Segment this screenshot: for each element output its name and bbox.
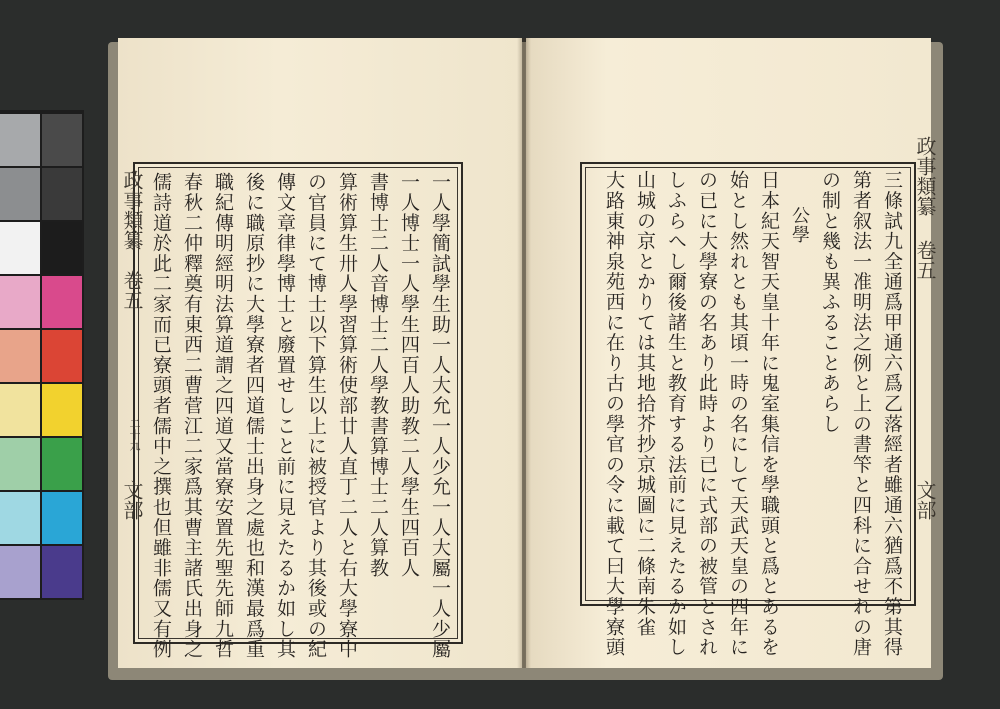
calibration-swatch <box>0 222 40 274</box>
calibration-swatch <box>0 114 40 166</box>
right-text-column: の已に大學寮の名あり此時より已に式部の被管とされ <box>696 170 718 658</box>
right-text-column: 大路東神泉苑西に在り古の學官の令に載て曰大學寮頭 <box>603 170 625 658</box>
calibration-swatch <box>42 114 82 166</box>
left-text-column: 後に職原抄に大學寮者四道儒士出身之處也和漢最爲重 <box>243 172 265 660</box>
left-text-column: 儒詩道於此二家而已寮頭者儒中之撰也但雖非儒又有例 <box>150 172 172 660</box>
calibration-swatch <box>42 384 82 436</box>
left-margin-title: 政事類纂 <box>120 170 144 250</box>
calibration-swatch <box>42 438 82 490</box>
left-text-column: の官員にて博士以下算生以上に被授官より其後或の紀 <box>305 172 327 660</box>
calibration-swatch <box>42 168 82 220</box>
right-text-column: 山城の京とかりては其地拾芥抄京城圖に二條南朱雀 <box>634 170 656 637</box>
calibration-swatch <box>0 438 40 490</box>
calibration-swatch <box>0 546 40 598</box>
calibration-swatch <box>42 276 82 328</box>
left-text-column: 傳文章律學博士と廢置せしこと前に見えたるか如し其 <box>274 172 296 660</box>
right-text-column: 始とし然れとも其頃一時の名にして天武天皇の四年に <box>727 170 749 658</box>
left-folio-number: 二十九 <box>128 418 141 451</box>
calibration-swatch <box>42 546 82 598</box>
right-margin-volume: 卷五 <box>913 240 937 280</box>
right-text-column: の制と幾も異ふることあらし <box>819 170 841 434</box>
right-text-column: 日本紀天智天皇十年に鬼室集信を學職頭と爲とあるを <box>758 170 780 658</box>
calibration-swatch <box>42 330 82 382</box>
calibration-swatch <box>0 384 40 436</box>
left-text-column: 一人學簡試學生助一人大允一人少允一人大屬一人少屬 <box>429 172 451 660</box>
left-margin-volume: 卷五 <box>120 270 144 310</box>
color-calibration-target <box>0 110 84 600</box>
right-margin-title: 政事類纂 <box>913 136 937 216</box>
right-text-column: 三條試九全通爲甲通六爲乙落經者雖通六猶爲不第其得 <box>881 170 903 658</box>
calibration-swatch <box>0 492 40 544</box>
left-text-column: 算術算生卅人學習算術使部廿人直丁二人と右大學寮中 <box>336 172 358 660</box>
right-text-column: しふらへし爾後諸生と教育する法前に見えたるか如し <box>665 170 687 658</box>
calibration-swatch <box>42 492 82 544</box>
left-text-column: 春秋二仲釋奠有東西二曹菅江二家爲其曹主諸氏出身之 <box>181 172 203 660</box>
calibration-swatch <box>42 222 82 274</box>
right-margin-section: 文部 <box>913 480 937 520</box>
calibration-swatch <box>0 168 40 220</box>
left-text-column: 一人博士一人學生四百人助教二人學生四百人 <box>398 172 420 578</box>
left-text-column: 職紀傳明經明法算道謂之四道又當寮安置先聖先師九哲 <box>212 172 234 660</box>
left-text-column: 書博士二人音博士二人學教書算博士二人算教 <box>367 172 389 578</box>
section-heading: 公學 <box>789 206 810 245</box>
calibration-swatch <box>0 276 40 328</box>
book-gutter <box>517 38 531 668</box>
left-margin-section: 文部 <box>120 480 144 520</box>
calibration-swatch <box>0 330 40 382</box>
right-text-column: 第者叙法一准明法之例と上の書笇と四科に合せれの唐 <box>850 170 872 658</box>
